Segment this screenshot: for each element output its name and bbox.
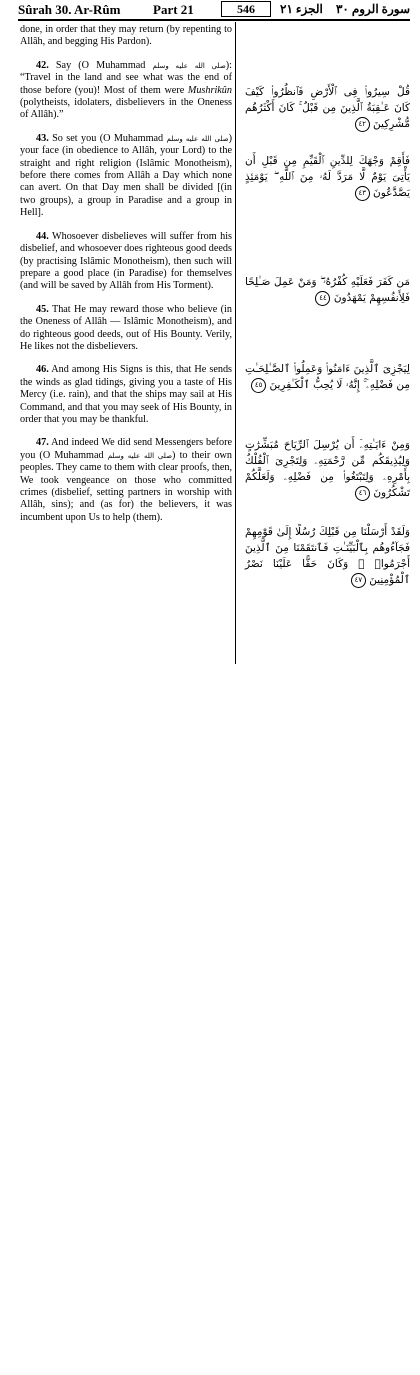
ayah-number-marker: ٤٣ bbox=[355, 186, 370, 201]
surah-title: Sûrah 30. Ar-Rûm bbox=[18, 2, 121, 17]
verse-42-arabic: قُلْ سِيرُوا۟ فِى ٱلْأَرْضِ فَٱنظُرُوا۟ كَيْفَ كَانَ عَـٰقِبَةُ ٱلَّذِينَ مِن قَبْلُ ۚ كَانَ أَكْثَرُهُم مُّشْرِكِينَ ٤٢ bbox=[245, 86, 410, 130]
pbuh-honorific: صلى الله عليه وسلم bbox=[152, 61, 226, 70]
juz-label-arabic: الجزء ٢١ bbox=[280, 2, 323, 16]
ayah-number-marker: ٤٦ bbox=[355, 486, 370, 501]
surah-title-arabic: سورة الروم ٣٠ bbox=[335, 2, 410, 16]
verse-number: 46. bbox=[36, 364, 49, 376]
verse-number: 44. bbox=[36, 230, 49, 242]
verse-44-translation: 44. Whosoever disbelieves will suffer from his disbelief, and whosoever does righteous good deeds (by practising Islâmic Monotheism), then such will prepare a good place (in Paradise) for themselves (and will be saved by Allâh from His Torment). bbox=[20, 230, 232, 292]
pbuh-honorific: صلى الله عليه وسلم bbox=[107, 451, 173, 460]
verse-number: 47. bbox=[36, 437, 49, 449]
verse-number: 42. bbox=[36, 59, 49, 71]
verse-number: 45. bbox=[36, 303, 49, 315]
verse-43-arabic: فَأَقِمْ وَجْهَكَ لِلدِّينِ ٱلْقَيِّمِ مِن قَبْلِ أَن يَأْتِىَ يَوْمٌ لَّا مَرَدَّ لَهُۥ مِنَ ٱللَّهِ ۖ يَوْمَئِذٍ يَصَّدَّعُونَ ٤٣ bbox=[245, 155, 410, 199]
verse-46-arabic: وَمِنْ ءَايَـٰتِهِۦٓ أَن يُرْسِلَ ٱلرِّيَاحَ مُبَشِّرَٰتٍ وَلِيُذِيقَكُم مِّن رَّحْمَتِهِۦ وَلِتَجْرِىَ ٱلْفُلْكُ بِأَمْرِهِۦ وَلِتَبْتَغُوا۟ مِن فَضْلِهِۦ وَلَعَلَّكُمْ تَشْكُرُونَ ٤٦ bbox=[245, 439, 410, 499]
verse-44-arabic: مَن كَفَرَ فَعَلَيْهِ كُفْرُهُۥ ۖ وَمَنْ عَمِلَ صَـٰلِحًا فَلِأَنفُسِهِمْ يَمْهَدُونَ ٤٤ bbox=[245, 276, 410, 304]
page-number: 546 bbox=[221, 1, 271, 17]
column-divider bbox=[235, 22, 236, 664]
english-translation-column bbox=[20, 24, 232, 535]
verse-number: 43. bbox=[36, 132, 49, 144]
verse-45-translation: 45. That He may reward those who believe (in the Oneness of Allâh — Islâmic Monotheism), and do righteous good deeds, out of His Bounty. Verily, He likes not the disbelievers. bbox=[20, 303, 232, 352]
page-header bbox=[18, 0, 410, 20]
verse-46-translation: 46. And among His Signs is this, that He sends the winds as glad tidings, giving you a taste of His Mercy (i.e. rain), and that the ships may sail at His Command, and that you may seek of His Bounty, in order that you may be thankful. bbox=[20, 364, 232, 425]
ayah-number-marker: ٤٥ bbox=[251, 378, 266, 393]
pbuh-honorific: صلى الله عليه وسلم bbox=[166, 134, 229, 143]
verse-47-arabic: وَلَقَدْ أَرْسَلْنَا مِن قَبْلِكَ رُسُلًا إِلَىٰ قَوْمِهِمْ فَجَآءُوهُم بِٱلْبَيِّنَـٰتِ فَٱنتَقَمْنَا مِنَ ٱلَّذِينَ أَجْرَمُوا۟ ۖ وَكَانَ حَقًّا عَلَيْنَا نَصْرُ ٱلْمُؤْمِنِينَ ٤٧ bbox=[245, 526, 410, 586]
ayah-number-marker: ٤٢ bbox=[355, 117, 370, 132]
verse-43-translation: 43. So set you (O Muhammad صلى الله عليه وسلم) your face (in obedience to Allâh, your Lord) to the straight and right religion (Islâmic Monotheism), before there comes from Allâh a Day which none can avert. On that Day men shall be divided [(in two groups), a group in Paradise and a group in Hell]. bbox=[20, 132, 232, 219]
ayah-number-marker: ٤٧ bbox=[351, 573, 366, 588]
part-label: Part 21 bbox=[153, 2, 194, 17]
header-rule bbox=[18, 19, 410, 21]
ayah-number-marker: ٤٤ bbox=[315, 291, 330, 306]
verse-47-translation: 47. And indeed We did send Messengers before you (O Muhammad صلى الله عليه وسلم) to their own peoples. They came to them with clear proofs, then, We took vengeance on those who committed crimes (disbelief, setting partners in worship with Allâh, sins); and (as for) the believers, it was incumbent upon Us to help (them). bbox=[20, 437, 233, 523]
verse-45-arabic: لِيَجْزِىَ ٱلَّذِينَ ءَامَنُوا۟ وَعَمِلُوا۟ ٱلصَّـٰلِحَـٰتِ مِن فَضْلِهِۦٓ ۚ إِنَّهُۥ لَا يُحِبُّ ٱلْكَـٰفِرِينَ ٤٥ bbox=[245, 363, 410, 391]
verse-42-translation: 42. Say (O Muhammad صلى الله عليه وسلم): “Travel in the land and see what was the end of those before (you)! Most of them were Mushrikûn (polytheists, idolaters, disbelievers in the Oneness of Allâh).” bbox=[20, 59, 233, 121]
verse-continuation: done, in order that they may return (by repenting to Allâh, and begging His Pardon). bbox=[20, 24, 232, 48]
